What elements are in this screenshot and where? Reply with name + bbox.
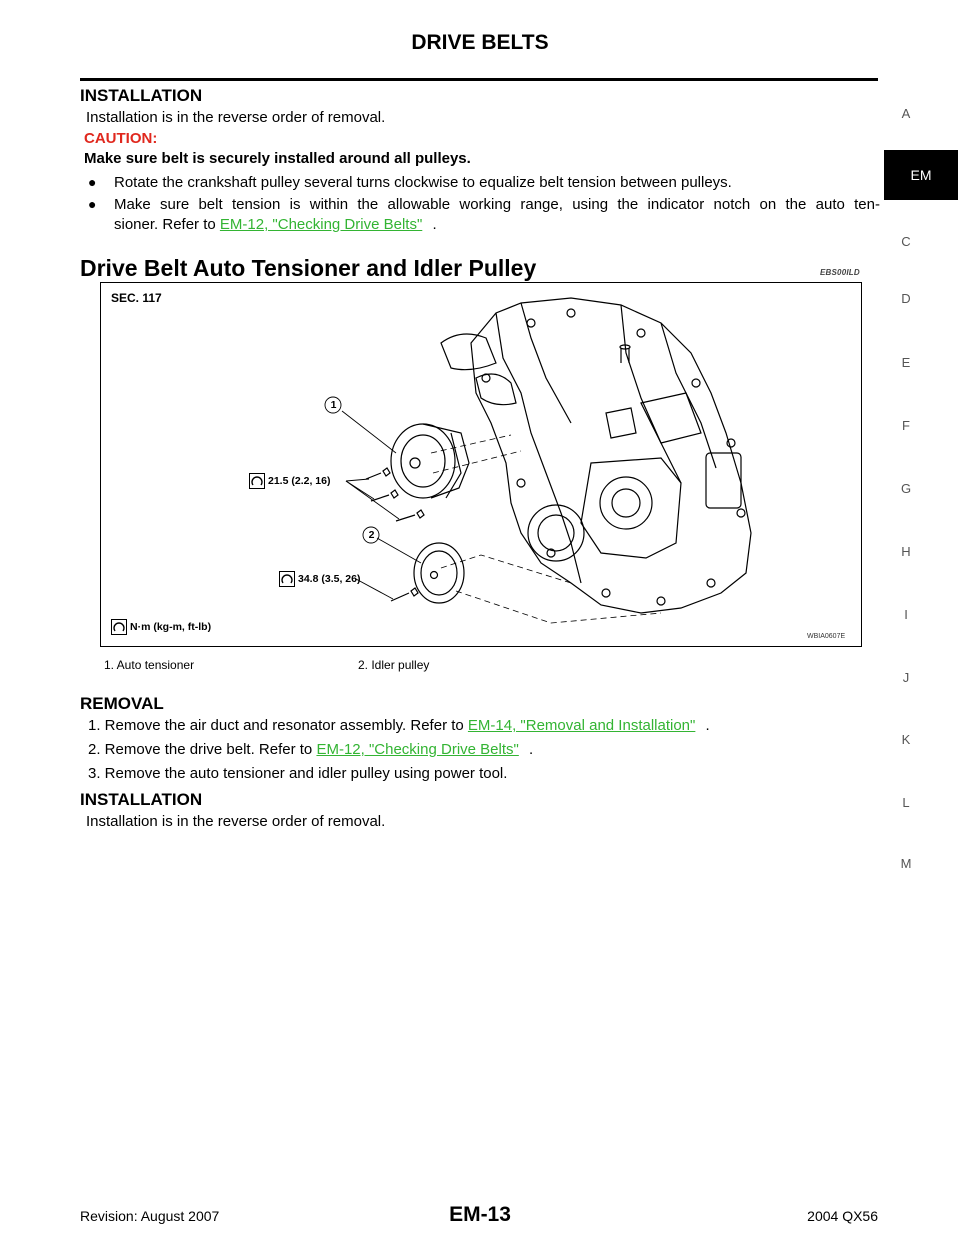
side-index-K[interactable]: K <box>901 732 911 747</box>
engine-front-cover-illustration <box>101 283 861 646</box>
section-code: EBS00ILD <box>820 268 860 277</box>
side-index-H[interactable]: H <box>901 544 911 559</box>
figure-frame <box>100 282 862 647</box>
footer-revision: Revision: August 2007 <box>80 1208 220 1224</box>
step-2-suffix: . <box>529 741 534 758</box>
caution-text: Make sure belt is securely installed around all pulleys. <box>84 150 471 167</box>
callout-2: 2 <box>368 529 375 541</box>
link-checking-drive-belts-2[interactable]: EM-12, "Checking Drive Belts" <box>316 741 519 758</box>
step-1-text: 1. Remove the air duct and resonator assembly. Refer to <box>88 717 464 734</box>
footer-page-number: EM-13 <box>449 1203 511 1226</box>
removal-step-2 <box>88 740 533 760</box>
side-index-F[interactable]: F <box>902 418 910 433</box>
torque-value-1: 21.5 (2.2, 16) <box>268 475 331 487</box>
installation-heading: INSTALLATION <box>80 86 203 105</box>
callout-1: 1 <box>330 399 337 411</box>
legend-item-2: 2. Idler pulley <box>358 658 430 672</box>
header-rule <box>80 78 878 81</box>
side-index-E[interactable]: E <box>901 355 911 370</box>
unit-label: N·m (kg-m, ft-lb) <box>130 621 212 633</box>
page-title: DRIVE BELTS <box>411 31 549 54</box>
bullet-tension-text: Make sure belt tension is within the allowable working range, using the indicator notch on the auto ten- <box>114 196 880 213</box>
side-index-M[interactable]: M <box>900 856 912 871</box>
torque-wrench-icon <box>279 571 295 587</box>
link-checking-drive-belts[interactable]: EM-12, "Checking Drive Belts" <box>219 216 423 233</box>
side-index-EM-active[interactable]: EM <box>884 150 958 200</box>
refer-prefix: sioner. Refer to <box>114 216 216 233</box>
step-2-text: 2. Remove the drive belt. Refer to <box>88 741 313 758</box>
torque-wrench-icon <box>111 619 127 635</box>
installation-heading-2: INSTALLATION <box>80 790 203 809</box>
side-index-L[interactable]: L <box>902 795 910 810</box>
bullet-tension-line2 <box>114 215 437 235</box>
removal-step-3: 3. Remove the auto tensioner and idler pulley using power tool. <box>88 765 508 782</box>
removal-heading: REMOVAL <box>80 694 164 713</box>
bullet-icon: ● <box>88 174 97 190</box>
figure-sec-label: SEC. 117 <box>111 291 162 305</box>
removal-step-1 <box>88 716 710 736</box>
link-removal-installation[interactable]: EM-14, "Removal and Installation" <box>467 717 696 734</box>
bullet-icon: ● <box>88 196 97 212</box>
torque-value-2: 34.8 (3.5, 26) <box>298 573 361 585</box>
figure-code: WBIA0607E <box>807 633 846 640</box>
step-1-suffix: . <box>705 717 710 734</box>
footer-model: 2004 QX56 <box>807 1208 878 1224</box>
bullet-rotate-text: Rotate the crankshaft pulley several turns clockwise to equalize belt tension between pulleys. <box>114 174 732 191</box>
section-title: Drive Belt Auto Tensioner and Idler Pulley <box>80 255 537 281</box>
side-index-A[interactable]: A <box>901 106 911 121</box>
side-index-G[interactable]: G <box>900 481 912 496</box>
side-index-I[interactable]: I <box>904 607 908 622</box>
caution-label: CAUTION: <box>84 130 158 147</box>
side-index-C[interactable]: C <box>901 234 911 249</box>
side-index-J[interactable]: J <box>902 670 910 685</box>
side-index-D[interactable]: D <box>901 291 911 306</box>
legend-item-1: 1. Auto tensioner <box>104 658 195 672</box>
installation-text: Installation is in the reverse order of removal. <box>86 109 386 126</box>
torque-wrench-icon <box>249 473 265 489</box>
installation-text-2: Installation is in the reverse order of removal. <box>86 813 386 830</box>
refer-suffix: . <box>432 216 437 233</box>
